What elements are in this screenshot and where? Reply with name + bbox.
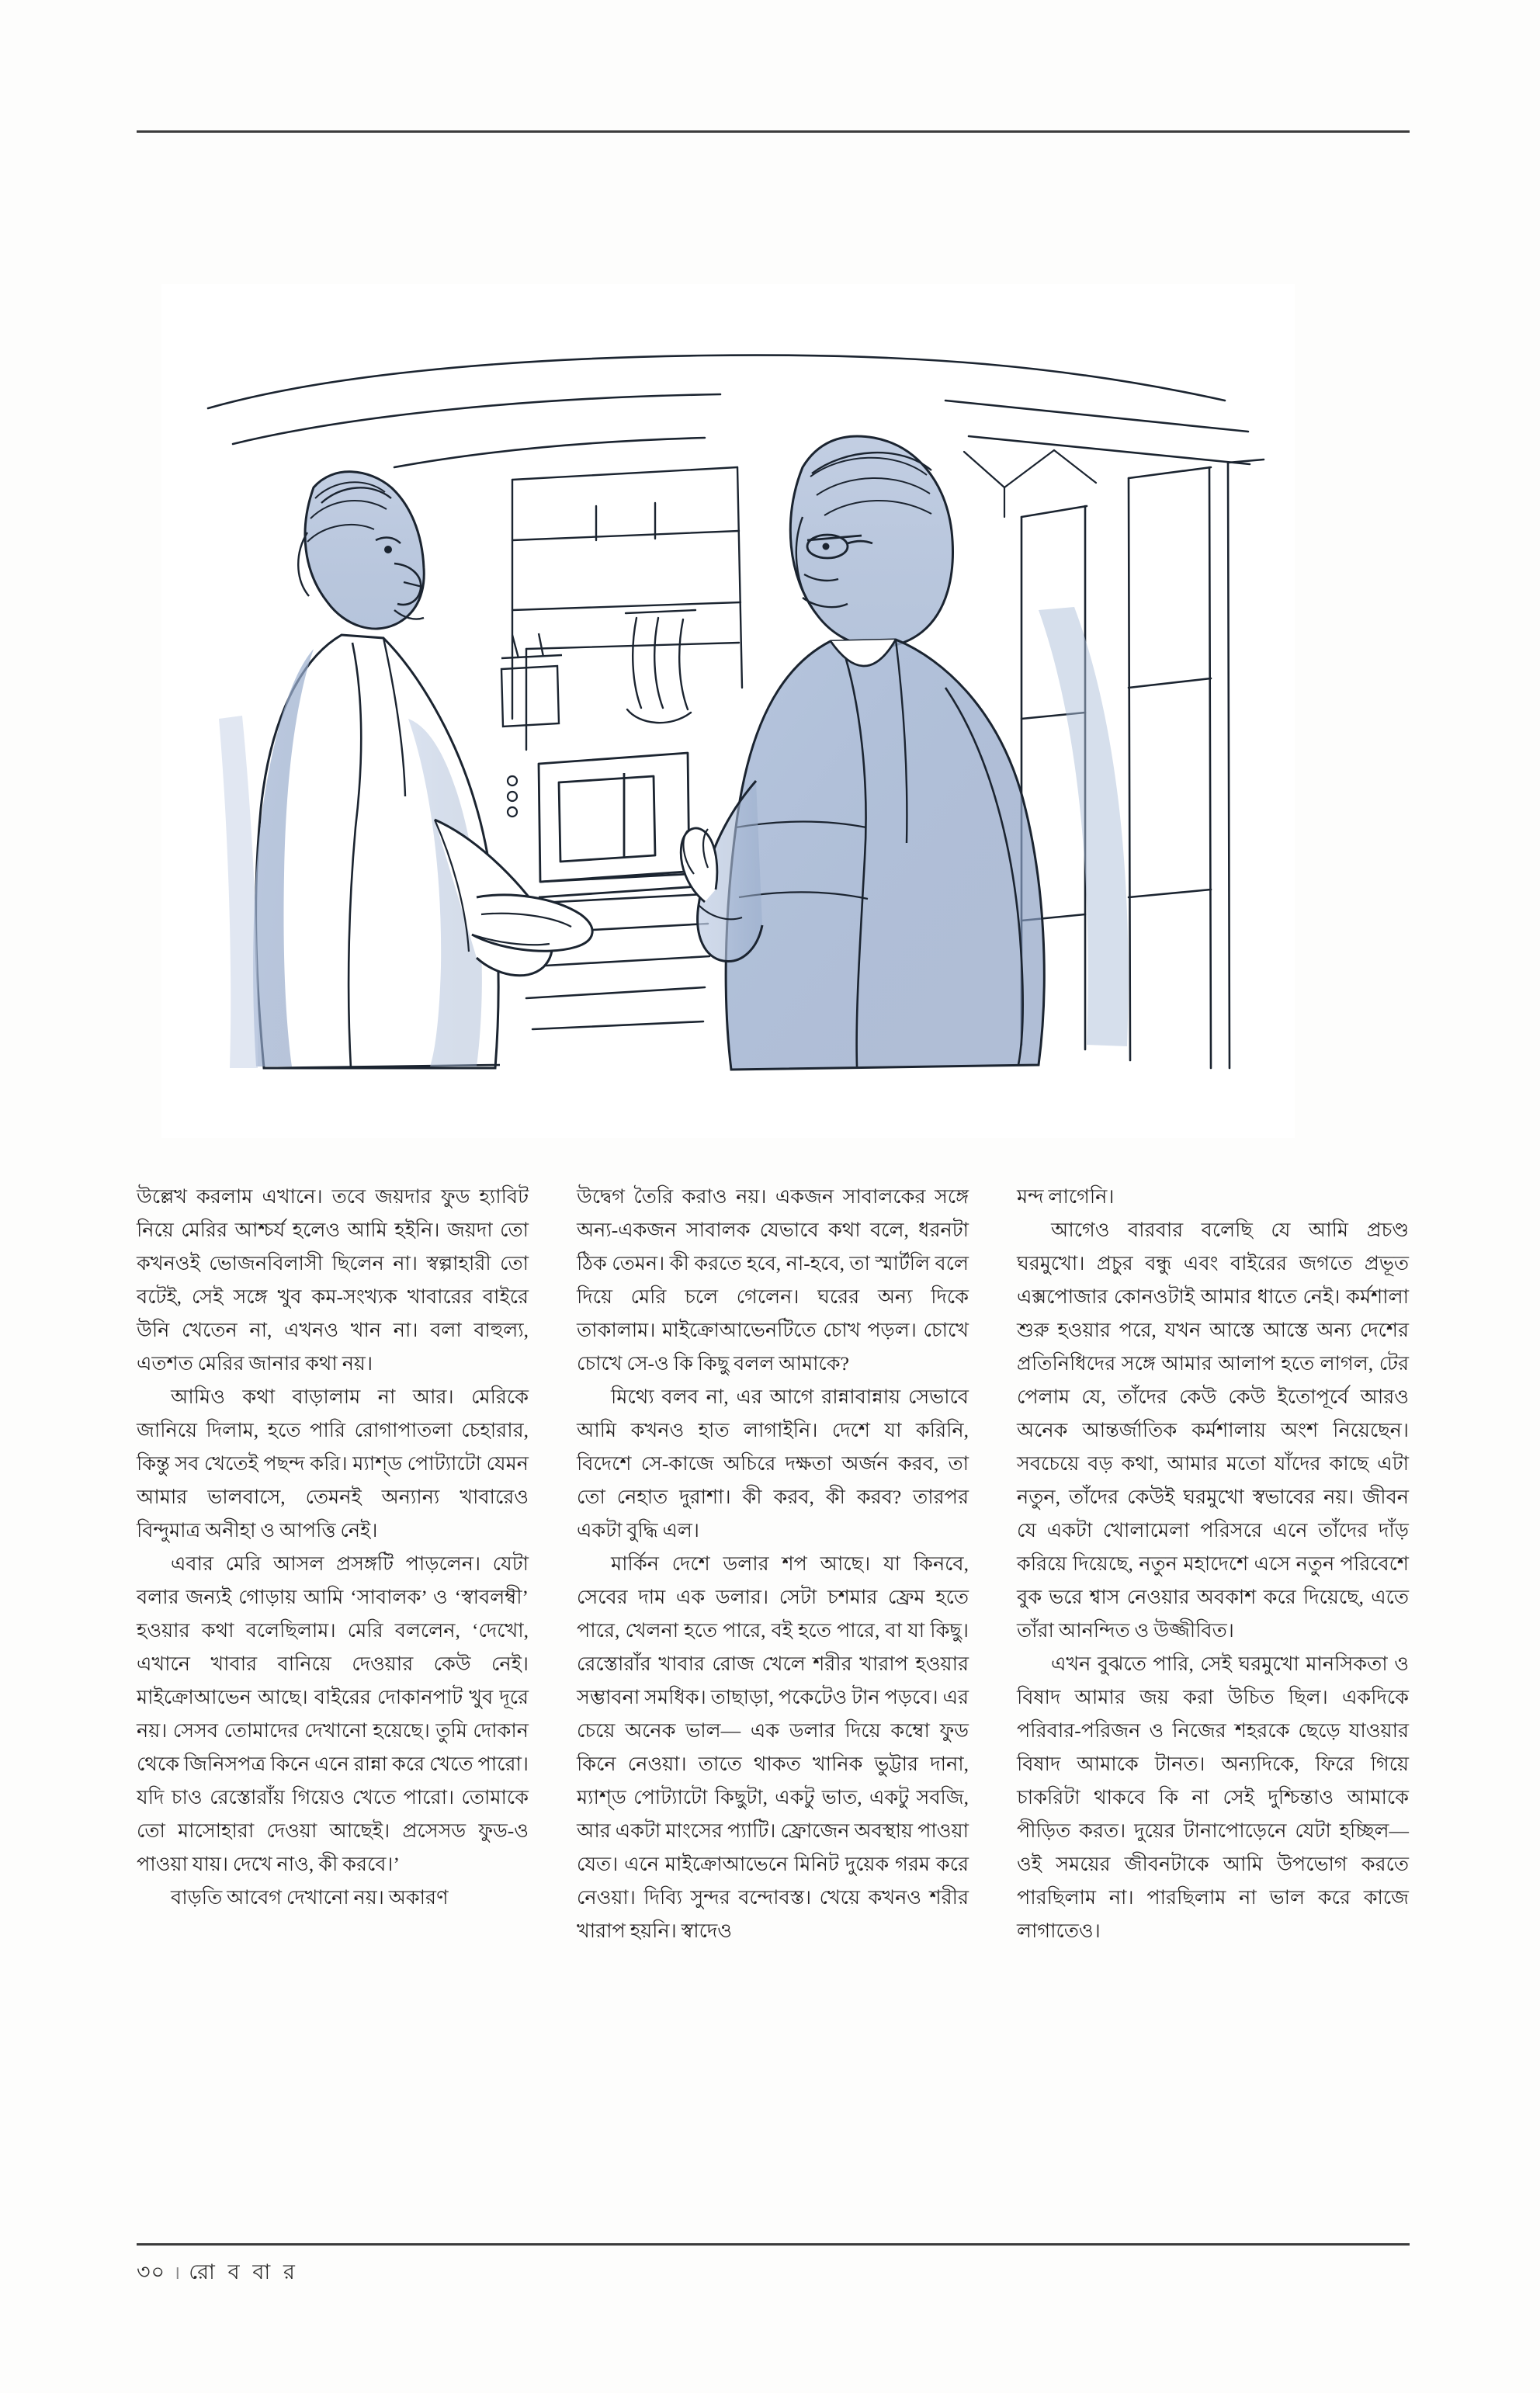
paragraph: আমিও কথা বাড়ালাম না আর। মেরিকে জানিয়ে দিলাম, হতে পারি রোগাপাতলা চেহারার, কিন্তু সব খেতেই পছন্দ করি। ম্যাশ্‌ড পোট্যাটো যেমন আমার ভালবাসে, তেমনই অন্যান্য খাবারেও বিন্দুমাত্র অনীহা ও আপত্তি নেই। — [137, 1386, 529, 1542]
footer-divider-rule — [137, 2243, 1410, 2246]
column-2 — [577, 1180, 969, 1947]
article-columns — [137, 1180, 1410, 1947]
page-content-area — [137, 0, 1410, 2393]
paragraph: এখন বুঝতে পারি, সেই ঘরমুখো মানসিকতা ও বিষাদ আমার জয় করা উচিত ছিল। একদিকে পরিবার-পরিজন ও নিজের শহরকে ছেড়ে যাওয়ার বিষাদ আমাকে টানত। অন্যদিকে, ফিরে গিয়ে চাকরিটা থাকবে কি না সেই দুশ্চিন্তাও আমাকে পীড়িত করত। দুয়ের টানাপোড়েনে যেটা হচ্ছিল— ওই সময়ের জীবনটাকে আমি উপভোগ করতে পারছিলাম না। পারছিলাম না ভাল করে কাজে লাগাতেও। — [1017, 1653, 1409, 1942]
paragraph: বাড়তি আবেগ দেখানো নয়। অকারণ — [171, 1886, 449, 1909]
paragraph: উদ্বেগ তৈরি করাও নয়। একজন সাবালকের সঙ্গে অন্য-একজন সাবালক যেভাবে কথা বলে, ধরনটা ঠিক তেমন। কী করতে হবে, না-হবে, তা স্মার্টলি বলে দিয়ে মেরি চলে গেলেন। ঘরের অন্য দিকে তাকালাম। মাইক্রোআভেনটিতে চোখ পড়ল। চোখে চোখে সে-ও কি কিছু বলল আমাকে? — [577, 1185, 969, 1375]
paragraph: উল্লেখ করলাম এখানে। তবে জয়দার ফুড হ্যাবিট নিয়ে মেরির আশ্চর্য হলেও আমি হইনি। জয়দা তো কখনওই ভোজনবিলাসী ছিলেন না। স্বল্পাহারী তো বটেই, সেই সঙ্গে খুব কম-সংখ্যক খাবারের বাইরে উনি খেতেন না, এখনও খান না। বলা বাহুল্য, এতশত মেরির জানার কথা নয়। — [137, 1185, 529, 1375]
paragraph: আগেও বারবার বলেছি যে আমি প্রচণ্ড ঘরমুখো। প্রচুর বন্ধু এবং বাইরের জগতে প্রভূত এক্সপোজার কোনওটাই আমার ধাতে নেই। কর্মশালা শুরু হওয়ার পরে, যখন আস্তে আস্তে অন্য দেশের প্রতিনিধিদের সঙ্গে আমার আলাপ হতে লাগল, টের পেলাম যে, তাঁদের কেউ কেউ ইতোপূর্বে আরও অনেক আন্তর্জাতিক কর্মশালায় অংশ নিয়েছেন। সবচেয়ে বড় কথা, আমার মতো যাঁদের কাছে এটা নতুন, তাঁদের কেউই ঘরমুখো স্বভাবের নয়। জীবন যে একটা খোলামেলা পরিসরে এনে তাঁদের দাঁড় করিয়ে দিয়েছে, নতুন মহাদেশে এসে নতুন পরিবেশে বুক ভরে শ্বাস নেওয়ার অবকাশ করে দিয়েছে, এতে তাঁরা আনন্দিত ও উজ্জীবিত। — [1017, 1219, 1409, 1642]
column-1 — [137, 1180, 529, 1947]
page-number: ৩০ — [137, 2260, 166, 2284]
paragraph: মন্দ লাগেনি। — [1017, 1185, 1115, 1208]
illustration-sketch — [161, 284, 1295, 1138]
footer-content — [137, 2256, 1410, 2291]
paragraph: মার্কিন দেশে ডলার শপ আছে। যা কিনবে, সেবের দাম এক ডলার। সেটা চশমার ফ্রেম হতে পারে, খেলনা হতে পারে, বই হতে পারে, বা যা কিছু। রেস্তোরাঁর খাবার রোজ খেলে শরীর খারাপ হওয়ার সম্ভাবনা সমধিক। তাছাড়া, পকেটেও টান পড়বে। এর চেয়ে অনেক ভাল— এক ডলার দিয়ে কম্বো ফুড কিনে নেওয়া। তাতে থাকত খানিক ভুট্টার দানা, ম্যাশ্‌ড পোট্যাটো কিছুটা, একটু ভাত, একটু সবজি, আর একটা মাংসের প্যাটি। ফ্রোজেন অবস্থায় পাওয়া যেত। এনে মাইক্রোআভেনে মিনিট দুয়েক গরম করে নেওয়া। দিব্যি সুন্দর বন্দোবস্ত। খেয়ে কখনও শরীর খারাপ হয়নি। স্বাদেও — [577, 1552, 969, 1942]
page-footer — [137, 2243, 1410, 2291]
paragraph: এবার মেরি আসল প্রসঙ্গটি পাড়লেন। যেটা বলার জন্যই গোড়ায় আমি ‘সাবালক’ ও ‘স্বাবলম্বী’ হওয়ার কথা বলেছিলাম। মেরি বললেন, ‘দেখো, এখানে খাবার বানিয়ে দেওয়ার কেউ নেই। মাইক্রোআভেন আছে। বাইরের দোকানপাট খুব দূরে নয়। সেসব তোমাদের দেখানো হয়েছে। তুমি দোকান থেকে জিনিসপত্র কিনে এনে রান্না করে খেতে পারো। যদি চাও রেস্তোরাঁয় গিয়েও খেতে পারো। তোমাকে তো মাসোহারা দেওয়া আছেই। প্রসেসড ফুড-ও পাওয়া যায়। দেখে নাও, কী করবে।’ — [137, 1552, 529, 1875]
footer-separator: । — [173, 2263, 182, 2284]
top-divider-rule — [137, 130, 1410, 133]
magazine-name: রো ব বা র — [189, 2260, 299, 2284]
column-3 — [1017, 1180, 1409, 1947]
paragraph: মিথ্যে বলব না, এর আগে রান্নাবান্নায় সেভাবে আমি কখনও হাত লাগাইনি। দেশে যা করিনি, বিদেশে সে-কাজে অচিরে দক্ষতা অর্জন করব, তা তো নেহাত দুরাশা। কী করব, কী করব? তারপর একটা বুদ্ধি এল। — [577, 1386, 969, 1542]
article-illustration — [161, 284, 1295, 1138]
